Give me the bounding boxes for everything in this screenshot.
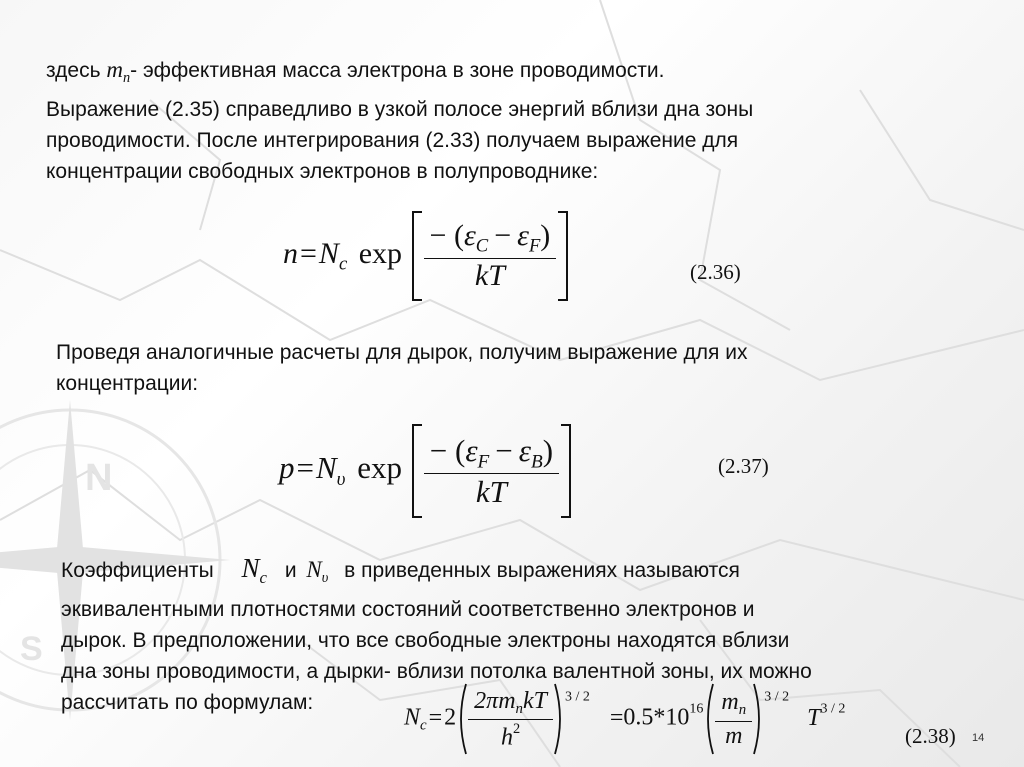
paragraph-holes bbox=[56, 337, 747, 399]
fraction: $\frac{- (\varepsilon_F - \varepsilon_B)}{kT}$ bbox=[424, 435, 559, 508]
nc-symbol: $N_c$ bbox=[241, 553, 267, 587]
intro-line-1-rest: - эффективная масса электрона в зоне проводимости. bbox=[130, 59, 665, 82]
fraction-2: $\frac{m_n}{m}$ bbox=[715, 690, 752, 747]
equation-2-36: $n=N_c$ exp $\frac{- (\varepsilon_C - \varepsilon_F)}{kT}$ bbox=[283, 210, 570, 302]
left-bracket bbox=[410, 423, 424, 519]
right-bracket bbox=[556, 210, 570, 302]
left-bracket bbox=[410, 210, 424, 302]
right-paren bbox=[553, 682, 565, 756]
equation-2-37: $p=N_\upsilon$ exp $\frac{- (\varepsilon_F - \varepsilon_B)}{kT}$ bbox=[279, 423, 573, 519]
equation-number-2-37: (2.37) bbox=[718, 454, 769, 478]
equation-2-38: $N_c=2$ $\frac{2\pi m_nkT}{h^2}$ $^{3 / 2} =0.5*10^{16}$ $\frac{m_n}{m}$ $^{3 / 2}$ $T^{3 / 2}$ bbox=[404, 682, 845, 756]
holes-line-1: Проведя аналогичные расчеты для дырок, получим выражение для их bbox=[56, 341, 748, 364]
left-paren bbox=[456, 682, 468, 756]
intro-prefix: здесь bbox=[46, 59, 101, 82]
right-paren bbox=[752, 682, 764, 756]
mass-variable: $m_n$ bbox=[106, 57, 131, 86]
fraction-1: $\frac{2\pi m_nkT}{h^2}$ bbox=[468, 689, 553, 750]
coeff-line-3: дырок. В предположении, что все свободные электроны находятся вблизи bbox=[61, 628, 790, 652]
intro-line-4: концентрации свободных электронов в полупроводнике: bbox=[46, 159, 599, 183]
svg-text:N: N bbox=[85, 457, 113, 499]
coeff-line-5: рассчитать по формулам: bbox=[61, 690, 314, 714]
paragraph-intro bbox=[46, 54, 753, 187]
fraction: $\frac{- (\varepsilon_C - \varepsilon_F)}{kT}$ bbox=[424, 221, 557, 291]
nv-symbol: $N_\upsilon$ bbox=[306, 557, 329, 586]
intro-line-2: Выражение (2.35) справедливо в узкой полосе энергий вблизи дна зоны bbox=[46, 97, 754, 121]
holes-line-2: концентрации: bbox=[56, 372, 199, 395]
intro-line-1 bbox=[46, 54, 753, 94]
coeff-line-2: эквивалентными плотностями состояний соответственно электронов и bbox=[61, 597, 755, 621]
svg-text:S: S bbox=[20, 630, 43, 668]
equation-number-2-36: (2.36) bbox=[690, 260, 741, 284]
coeff-line-1: Коэффициенты $N_c$ и $N_\upsilon$ в приведенных выражениях называются bbox=[61, 553, 740, 587]
intro-line-3: проводимости. После интегрирования (2.33) получаем выражение для bbox=[46, 128, 739, 152]
equation-number-2-38: (2.38) bbox=[905, 724, 956, 748]
left-paren bbox=[703, 682, 715, 756]
page-number: 14 bbox=[972, 732, 985, 744]
right-bracket bbox=[559, 423, 573, 519]
coeff-line-4: дна зоны проводимости, а дырки- вблизи потолка валентной зоны, их можно bbox=[61, 659, 812, 683]
